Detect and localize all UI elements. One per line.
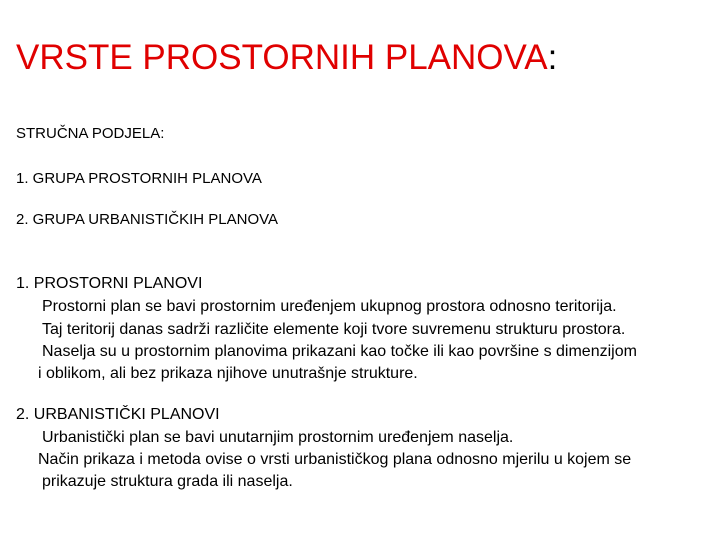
slide-title-colon: : bbox=[547, 38, 558, 77]
section-2-line-3: prikazuje struktura grada ili naselja. bbox=[42, 473, 293, 490]
section-1-line-1: Prostorni plan se bavi prostornim uređenjem ukupnog prostora odnosno teritorija. bbox=[42, 298, 617, 315]
section-1-heading: 1. PROSTORNI PLANOVI bbox=[16, 275, 203, 292]
subtitle: STRUČNA PODJELA: bbox=[16, 125, 165, 142]
section-1-line-2: Taj teritorij danas sadrži različite elemente koji tvore suvremenu strukturu prostora. bbox=[42, 321, 626, 338]
group-1: 1. GRUPA PROSTORNIH PLANOVA bbox=[16, 170, 262, 187]
section-2-line-2: Način prikaza i metoda ovise o vrsti urbanističkog plana odnosno mjerilu u kojem se bbox=[38, 451, 632, 468]
slide-title bbox=[16, 36, 557, 80]
section-1-line-3: Naselja su u prostornim planovima prikazani kao točke ili kao površine s dimenzijom bbox=[42, 343, 637, 360]
group-2: 2. GRUPA URBANISTIČKIH PLANOVA bbox=[16, 211, 279, 228]
section-2-line-1: Urbanistički plan se bavi unutarnjim prostornim uređenjem naselja. bbox=[42, 429, 514, 446]
slide-title-text: VRSTE PROSTORNIH PLANOVA bbox=[16, 38, 548, 77]
section-1-line-4: i oblikom, ali bez prikaza njihove unutrašnje strukture. bbox=[38, 365, 418, 382]
section-2-heading: 2. URBANISTIČKI PLANOVI bbox=[16, 406, 220, 423]
